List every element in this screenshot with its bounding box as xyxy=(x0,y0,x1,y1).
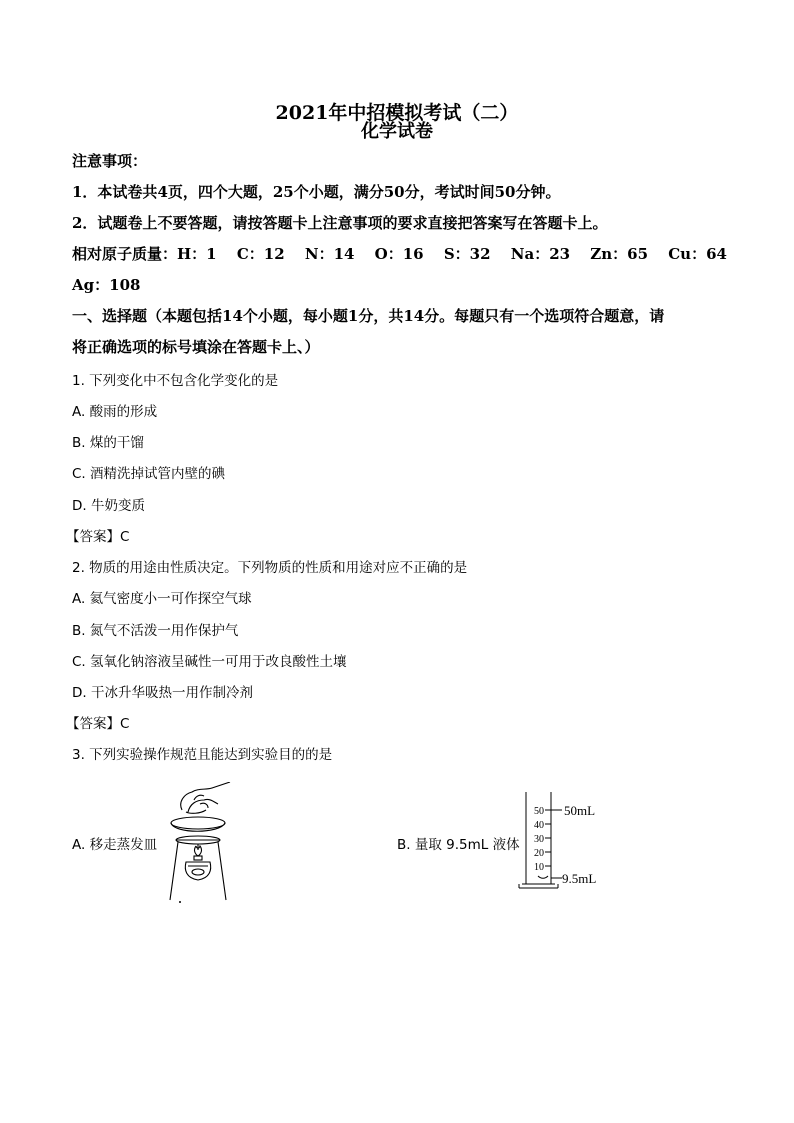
question-2-option-a: A. 氦气密度小一可作探空气球 xyxy=(72,591,252,607)
question-1-option-a: A. 酸雨的形成 xyxy=(72,404,158,420)
atomic-masses-line-2: Ag：108 xyxy=(72,276,141,294)
notes-heading: 注意事项： xyxy=(72,152,148,170)
question-1-option-d: D. 牛奶变质 xyxy=(72,498,145,514)
evaporating-dish-illustration xyxy=(160,782,240,904)
cylinder-tick-20: 20 xyxy=(534,848,544,859)
atomic-masses-line-1: 相对原子质量：H：1 C：12 N：14 O：16 S：32 Na：23 Zn：65 Cu：64 xyxy=(72,245,727,263)
cylinder-tick-50: 50 xyxy=(534,806,544,817)
section-heading-line-1: 一、选择题（本题包括14个小题，每小题1分，共14分。每题只有一个选项符合题意，请 xyxy=(72,307,665,325)
cylinder-bottom-label: 9.5mL xyxy=(562,871,597,886)
exam-title: 2021年中招模拟考试（二） xyxy=(275,102,519,124)
cylinder-tick-40: 40 xyxy=(534,820,544,831)
question-2-option-d: D. 干冰升华吸热一用作制冷剂 xyxy=(72,685,253,701)
question-2-stem: 2. 物质的用途由性质决定。下列物质的性质和用途对应不正确的是 xyxy=(72,560,468,576)
question-1-stem: 1. 下列变化中不包含化学变化的是 xyxy=(72,373,279,389)
answer-label: 【答案】 xyxy=(66,529,120,545)
question-1-option-c: C. 酒精洗掉试管内壁的碘 xyxy=(72,466,226,482)
answer-value: C xyxy=(120,529,130,545)
exam-subtitle: 化学试卷 xyxy=(361,121,433,142)
answer-value: C xyxy=(120,716,130,732)
question-3-stem: 3. 下列实验操作规范且能达到实验目的的是 xyxy=(72,747,333,763)
cylinder-tick-30: 30 xyxy=(534,834,544,845)
question-1-option-b: B. 煤的干馏 xyxy=(72,435,144,451)
question-2-answer xyxy=(66,712,129,732)
graduated-cylinder-illustration xyxy=(518,790,628,892)
question-3-option-a: A. 移走蒸发皿 xyxy=(72,837,158,853)
question-3-option-b: B. 量取 9.5mL 液体 xyxy=(397,837,520,853)
section-heading-line-2: 将正确选项的标号填涂在答题卡上、） xyxy=(72,338,320,356)
answer-label: 【答案】 xyxy=(66,716,120,732)
note-item-1: 1．本试卷共4页，四个大题，25个小题，满分50分，考试时间50分钟。 xyxy=(72,183,561,201)
dot-mark xyxy=(179,901,181,903)
question-2-option-b: B. 氮气不活泼一用作保护气 xyxy=(72,623,239,639)
question-1-answer xyxy=(66,525,129,545)
cylinder-tick-10: 10 xyxy=(534,862,544,873)
cylinder-top-label: 50mL xyxy=(564,803,596,818)
note-item-2: 2．试题卷上不要答题，请按答题卡上注意事项的要求直接把答案写在答题卡上。 xyxy=(72,214,608,232)
question-2-option-c: C. 氢氧化钠溶液呈碱性一可用于改良酸性土壤 xyxy=(72,654,347,670)
